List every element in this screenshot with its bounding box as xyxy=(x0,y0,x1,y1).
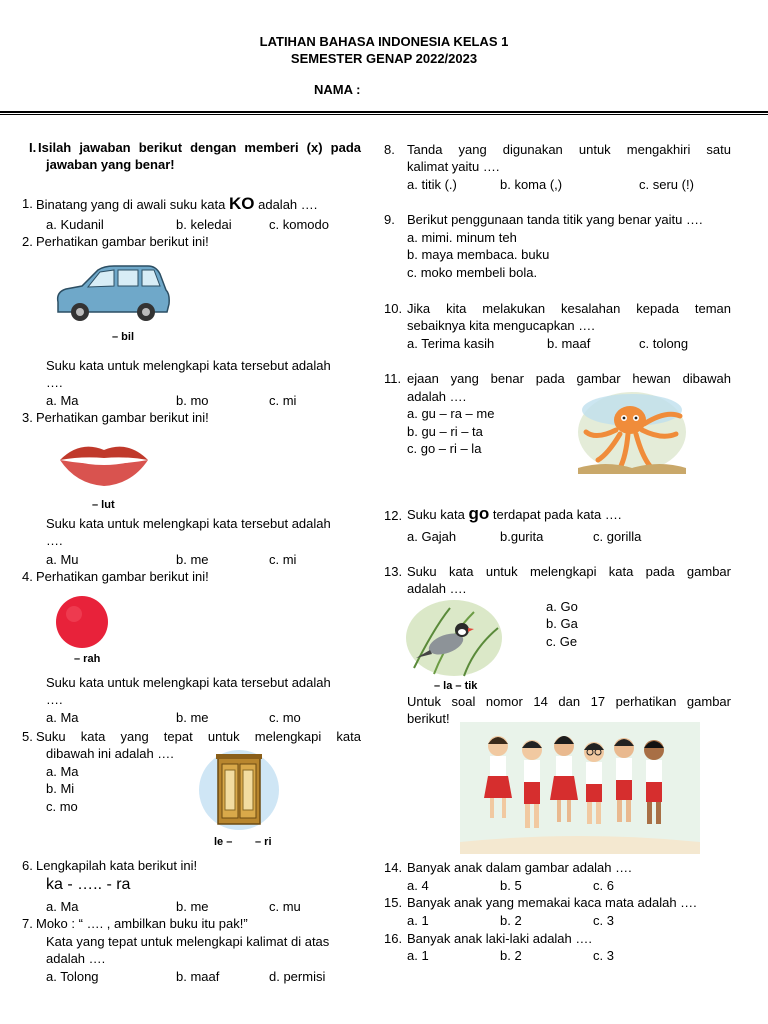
q9-text: Berikut penggunaan tanda titik yang benar yaitu …. xyxy=(407,212,703,227)
q5-picture-label-left: le – xyxy=(214,836,233,848)
q4-option-b[interactable]: b. me xyxy=(176,710,209,725)
q8-stem-line2: kalimat yaitu …. xyxy=(407,159,500,174)
q13-option-a[interactable]: a. Go xyxy=(546,599,578,614)
q14-number: 14. xyxy=(384,860,403,875)
q4-stem-line1: Suku kata untuk melengkapi kata tersebut adalah xyxy=(46,675,331,690)
header-divider xyxy=(0,111,768,113)
q12-stem xyxy=(407,504,622,524)
q7-number: 7. xyxy=(22,916,33,931)
q6-text: Lengkapilah kata berikut ini! xyxy=(36,858,198,873)
q2-picture-label: – bil xyxy=(112,331,135,343)
q5-stem-line1: Suku kata yang tepat untuk melengkapi kata xyxy=(36,729,361,744)
q15-number: 15. xyxy=(384,895,403,910)
q1-option-b[interactable]: b. keledai xyxy=(176,217,232,232)
q7-option-d[interactable]: d. permisi xyxy=(269,969,326,984)
q10-option-b[interactable]: b. maaf xyxy=(547,336,591,351)
q2-number: 2. xyxy=(22,234,33,249)
note-line1: Untuk soal nomor 14 dan 17 perhatikan gambar xyxy=(407,694,731,709)
q5-number: 5. xyxy=(22,729,33,744)
q16-number: 16. xyxy=(384,931,403,946)
q15-option-a[interactable]: a. 1 xyxy=(407,913,429,928)
q16-option-b[interactable]: b. 2 xyxy=(500,948,522,963)
q12-stem-pre: Suku kata xyxy=(407,507,465,522)
q12-option-b[interactable]: b.gurita xyxy=(500,529,544,544)
q9-option-c[interactable]: c. moko membeli bola. xyxy=(407,265,538,280)
q7-stem-line2: adalah …. xyxy=(46,951,106,966)
q3-number: 3. xyxy=(22,410,33,425)
q2-option-a[interactable]: a. Ma xyxy=(46,393,79,408)
q4-picture-label: – rah xyxy=(74,653,101,665)
q5-picture-label-right: – ri xyxy=(255,836,272,848)
q11-stem-line1: ejaan yang benar pada gambar hewan dibawah xyxy=(407,371,731,386)
q13-option-b[interactable]: b. Ga xyxy=(546,616,578,631)
q7-text: Moko : “ …. , ambilkan buku itu pak!” xyxy=(36,916,248,931)
q1-option-a[interactable]: a. Kudanil xyxy=(46,217,104,232)
car-image xyxy=(52,262,172,328)
q12-stem-syllable: go xyxy=(468,504,490,523)
q10-number: 10. xyxy=(384,301,403,316)
q2-option-c[interactable]: c. mi xyxy=(269,393,297,408)
q4-stem-line2: …. xyxy=(46,692,63,707)
q9-number: 9. xyxy=(384,212,395,227)
q2-stem-line1: Suku kata untuk melengkapi kata tersebut adalah xyxy=(46,358,331,373)
q13-number: 13. xyxy=(384,564,403,579)
q3-option-c[interactable]: c. mi xyxy=(269,552,297,567)
q3-picture-label: – lut xyxy=(92,499,115,511)
q11-option-c[interactable]: c. go – ri – la xyxy=(407,441,482,456)
q3-option-a[interactable]: a. Mu xyxy=(46,552,79,567)
octopus-image xyxy=(576,390,688,474)
q10-stem-line2: sebaiknya kita mengucapkan …. xyxy=(407,318,595,333)
q16-option-a[interactable]: a. 1 xyxy=(407,948,429,963)
q13-stem-line2: adalah …. xyxy=(407,581,467,596)
q6-number: 6. xyxy=(22,858,33,873)
children-image xyxy=(460,722,700,854)
q8-option-b[interactable]: b. koma (,) xyxy=(500,177,563,192)
q11-number: 11. xyxy=(384,371,402,386)
q14-option-b[interactable]: b. 5 xyxy=(500,878,522,893)
bird-image xyxy=(404,598,504,678)
q8-number: 8. xyxy=(384,142,395,157)
note-line2: berikut! xyxy=(407,711,450,726)
q7-option-a[interactable]: a. Tolong xyxy=(46,969,99,984)
q14-option-c[interactable]: c. 6 xyxy=(593,878,614,893)
q15-option-b[interactable]: b. 2 xyxy=(500,913,522,928)
q15-option-c[interactable]: c. 3 xyxy=(593,913,614,928)
q6-option-a[interactable]: a. Ma xyxy=(46,899,79,914)
q10-option-a[interactable]: a. Terima kasih xyxy=(407,336,495,351)
q10-option-c[interactable]: c. tolong xyxy=(639,336,689,351)
q4-option-c[interactable]: c. mo xyxy=(269,710,301,725)
q1-stem-post: adalah …. xyxy=(258,197,318,212)
header-divider-thin xyxy=(0,114,768,115)
q14-text: Banyak anak dalam gambar adalah …. xyxy=(407,860,632,875)
wardrobe-image xyxy=(198,746,280,834)
q16-option-c[interactable]: c. 3 xyxy=(593,948,614,963)
red-circle-image xyxy=(52,594,114,652)
page-title-line2: SEMESTER GENAP 2022/2023 xyxy=(290,51,478,66)
q5-option-c[interactable]: c. mo xyxy=(46,799,78,814)
instruction-number: I. xyxy=(29,140,37,155)
q1-number: 1. xyxy=(22,196,33,211)
q16-text: Banyak anak laki-laki adalah …. xyxy=(407,931,592,946)
q10-stem-line1: Jika kita melakukan kesalahan kepada teman xyxy=(407,301,731,316)
q14-option-a[interactable]: a. 4 xyxy=(407,878,429,893)
q7-option-b[interactable]: b. maaf xyxy=(176,969,220,984)
q5-option-a[interactable]: a. Ma xyxy=(46,764,79,779)
name-label: NAMA : xyxy=(314,82,361,97)
q7-stem-line1: Kata yang tepat untuk melengkapi kalimat di atas xyxy=(46,934,330,949)
q1-stem-syllable: KO xyxy=(228,194,255,213)
q3-text: Perhatikan gambar berikut ini! xyxy=(36,410,209,425)
q1-stem xyxy=(36,194,317,214)
q15-text: Banyak anak yang memakai kaca mata adalah …. xyxy=(407,895,697,910)
q3-stem-line1: Suku kata untuk melengkapi kata tersebut adalah xyxy=(46,516,331,531)
q4-option-a[interactable]: a. Ma xyxy=(46,710,79,725)
q12-number: 12. xyxy=(384,508,403,523)
q11-stem-line2: adalah …. xyxy=(407,389,467,404)
q1-option-c[interactable]: c. komodo xyxy=(269,217,329,232)
q13-picture-label: – la – tik xyxy=(434,680,478,692)
q6-option-b[interactable]: b. me xyxy=(176,899,209,914)
instruction-line2: jawaban yang benar! xyxy=(46,157,175,172)
q2-option-b[interactable]: b. mo xyxy=(176,393,209,408)
q2-text: Perhatikan gambar berikut ini! xyxy=(36,234,209,249)
q8-stem-line1: Tanda yang digunakan untuk mengakhiri satu xyxy=(407,142,731,157)
q8-option-a[interactable]: a. titik (.) xyxy=(407,177,457,192)
q4-number: 4. xyxy=(22,569,33,584)
q13-option-c[interactable]: c. Ge xyxy=(546,634,578,649)
q12-option-a[interactable]: a. Gajah xyxy=(407,529,457,544)
q5-stem-line2: dibawah ini adalah …. xyxy=(46,746,174,761)
lips-image xyxy=(56,436,152,496)
q12-option-c[interactable]: c. gorilla xyxy=(593,529,642,544)
q2-stem-line2: …. xyxy=(46,375,63,390)
q3-option-b[interactable]: b. me xyxy=(176,552,209,567)
q11-option-b[interactable]: b. gu – ri – ta xyxy=(407,424,483,439)
instruction-line1: Isilah jawaban berikut dengan memberi (x) pada xyxy=(38,140,361,155)
q6-option-c[interactable]: c. mu xyxy=(269,899,301,914)
q9-option-a[interactable]: a. mimi. minum teh xyxy=(407,230,517,245)
q1-stem-pre: Binatang yang di awali suku kata xyxy=(36,197,226,212)
q8-option-c[interactable]: c. seru (!) xyxy=(639,177,694,192)
q6-word: ka - ….. - ra xyxy=(46,876,131,893)
q5-option-b[interactable]: b. Mi xyxy=(46,781,75,796)
q9-option-b[interactable]: b. maya membaca. buku xyxy=(407,247,550,262)
q12-stem-post: terdapat pada kata …. xyxy=(492,507,622,522)
page-title-line1: LATIHAN BAHASA INDONESIA KELAS 1 xyxy=(259,34,509,49)
q13-stem-line1: Suku kata untuk melengkapi kata pada gambar xyxy=(407,564,731,579)
q3-stem-line2: …. xyxy=(46,533,63,548)
q11-option-a[interactable]: a. gu – ra – me xyxy=(407,406,495,421)
q4-text: Perhatikan gambar berikut ini! xyxy=(36,569,209,584)
